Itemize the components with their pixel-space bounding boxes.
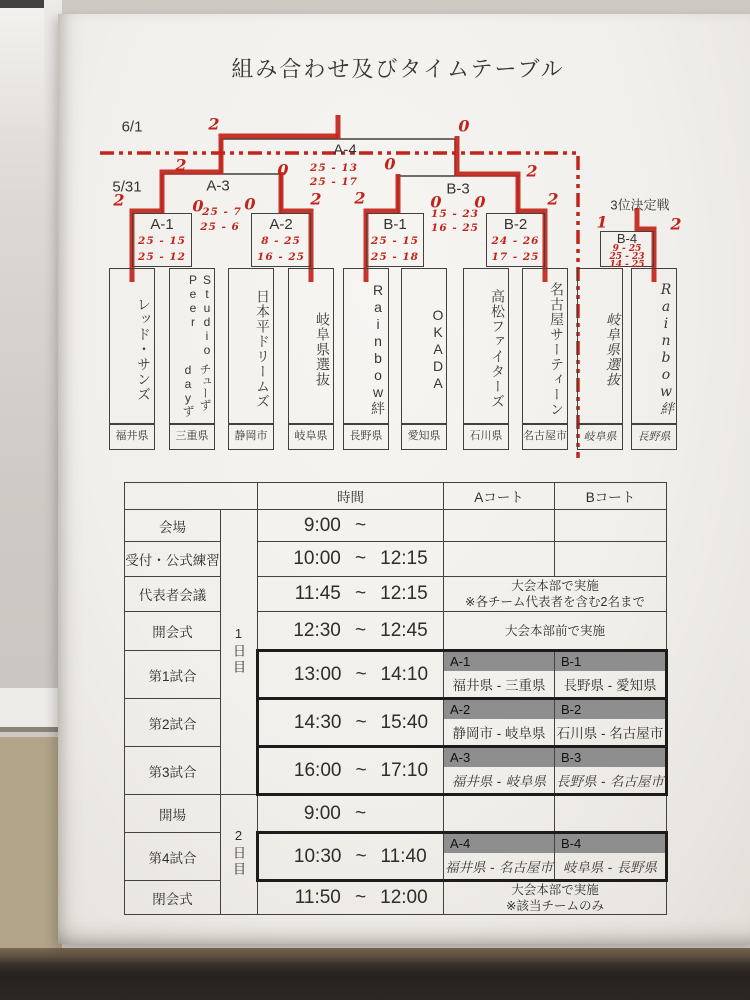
match-b4-box — [600, 231, 654, 270]
prefecture-label: 石川県 — [463, 424, 509, 450]
match-id-badge: B-2 — [555, 700, 665, 719]
match-a1-label: A-1 — [150, 216, 174, 233]
time-tilde: ~ — [354, 619, 367, 641]
team-box-red-suns — [109, 268, 155, 424]
match-b3-set2: 16 - 25 — [431, 222, 479, 234]
match-a1-set1: 25 - 15 — [138, 235, 186, 247]
match-pairing: 静岡市 - 岐阜県 — [452, 726, 546, 741]
match-b2-set2: 17 - 25 — [491, 251, 540, 263]
time-start: 13:00 — [293, 663, 342, 685]
court-b-empty — [555, 795, 667, 833]
court-b-empty — [555, 542, 667, 577]
time-end: 17:10 — [380, 759, 429, 781]
match-a3-set2: 25 - 6 — [200, 221, 240, 233]
team-box-studio-peer — [169, 268, 215, 424]
table-row-reception — [125, 542, 667, 577]
time-range — [259, 846, 443, 868]
table-row-match1 — [125, 651, 667, 699]
row-label: 開場 — [125, 795, 221, 833]
match-b4-label: B-4 — [616, 231, 638, 246]
team-name-line2: チューずdayず — [181, 363, 212, 418]
third-place-title: 3位決定戦 — [610, 197, 670, 213]
time-start: 12:30 — [293, 619, 341, 641]
match-a1-set2: 25 - 12 — [138, 251, 186, 263]
team-box-rainbow-kizuna — [343, 268, 389, 424]
court-b-match-cell — [555, 747, 667, 795]
row-label: 第4試合 — [125, 833, 221, 881]
team-box-gifu-senbatsu-3rd — [577, 268, 623, 424]
match-a2-box — [251, 213, 311, 267]
match-a2-score-right: 2 — [310, 189, 322, 209]
match-a3-label: A-3 — [206, 177, 230, 195]
note-cell — [444, 612, 667, 651]
match-b4-score-left: 1 — [596, 212, 608, 232]
row-label: 開会式 — [125, 612, 221, 651]
match-pairing: 福井県 - 三重県 — [452, 678, 546, 693]
match-b1-score-right: 0 — [430, 192, 442, 212]
court-b-empty — [555, 510, 667, 542]
match-a4-set2: 25 - 17 — [310, 176, 358, 188]
match-id-badge: A-2 — [444, 700, 554, 719]
match-id-badge: A-3 — [444, 748, 554, 767]
poster-title: 組み合わせ及びタイムテーブル — [231, 56, 565, 82]
court-b-match-cell — [555, 651, 667, 699]
match-pairing: 長野県 - 愛知県 — [563, 678, 657, 693]
prefecture-label: 長野県 — [343, 424, 389, 450]
match-pairing-handwritten: 福井県 - 名古屋市 — [445, 860, 553, 876]
prefecture-label-handwritten: 長野県 — [631, 424, 677, 450]
time-end: 11:40 — [380, 845, 427, 867]
wall-lower — [0, 737, 62, 949]
prefecture-label: 静岡市 — [228, 424, 274, 450]
match-pairing-handwritten: 岐阜県 - 長野県 — [562, 860, 658, 876]
team-box-takamatsu-fighters — [463, 268, 509, 424]
table-row-match3 — [125, 747, 667, 795]
match-a2-score-left: 0 — [244, 194, 256, 214]
time-range — [259, 760, 443, 782]
note-line1: 大会本部で実施 — [511, 579, 599, 593]
match-b2-score-right: 2 — [547, 189, 559, 209]
match-b3-score-left: 0 — [384, 154, 396, 174]
time-range — [258, 887, 443, 909]
match-a4-score-left: 2 — [208, 114, 220, 134]
court-b-match-cell — [555, 699, 667, 747]
time-start: 9:00 — [303, 802, 341, 824]
team-name: OKADA — [430, 306, 446, 392]
court-a-empty — [444, 542, 555, 577]
match-a1-box — [132, 213, 192, 267]
match-a2-label: A-2 — [269, 216, 293, 233]
note-line2: ※各チーム代表者を含む2名まで — [465, 595, 645, 609]
match-a3-set1: 25 - 7 — [202, 206, 242, 218]
note-cell — [444, 577, 667, 612]
day2-cell — [221, 795, 258, 915]
team-name: レッド・サンズ — [136, 296, 152, 402]
time-range — [258, 583, 443, 605]
time-end: 14:10 — [380, 663, 429, 685]
match-b3-set1: 15 - 23 — [431, 208, 479, 220]
match-b1-box — [366, 213, 424, 267]
row-label: 閉会式 — [125, 881, 221, 915]
team-name-handwritten: Rainbow絆 — [658, 282, 674, 416]
time-start: 11:45 — [294, 583, 341, 604]
time-tilde: ~ — [355, 663, 367, 685]
header-court-b: Bコート — [555, 483, 667, 510]
prefecture-label-handwritten: 岐阜県 — [577, 424, 623, 450]
day2-label: 2日目 — [231, 828, 246, 878]
match-b2-score-left: 0 — [474, 192, 486, 212]
timetable — [124, 482, 668, 915]
match-a2-set2: 16 - 25 — [257, 251, 305, 263]
note-line1: 大会本部前で実施 — [504, 623, 605, 638]
team-name: Rainbow絆 — [370, 282, 386, 416]
time-end: 12:00 — [380, 887, 428, 908]
team-box-rainbow-kizuna-3rd — [631, 268, 677, 424]
time-range — [259, 664, 443, 686]
court-a-match-cell — [444, 699, 555, 747]
match-b3-label: B-3 — [446, 180, 470, 198]
match-b1-set1: 25 - 15 — [371, 235, 419, 247]
match-b1-set2: 25 - 18 — [371, 251, 419, 263]
match-pairing-handwritten: 福井県 - 岐阜県 — [451, 774, 547, 790]
match-b3-score-right: 2 — [526, 161, 538, 181]
team-box-nihondaira-dreams — [228, 268, 274, 424]
court-a-empty — [444, 795, 555, 833]
match-pairing: 石川県 - 名古屋市 — [556, 726, 664, 741]
day1-date: 5/31 — [112, 178, 142, 196]
row-label: 代表者会議 — [125, 577, 221, 612]
time-end: 15:40 — [380, 711, 429, 733]
match-b4-set1: 9 - 25 — [612, 244, 642, 254]
table-row-closing-ceremony — [125, 881, 667, 915]
match-b1-label: B-1 — [383, 216, 407, 233]
match-id-badge: B-3 — [555, 748, 665, 767]
time-end: 12:15 — [380, 583, 428, 604]
time-tilde: ~ — [354, 802, 367, 824]
row-label: 第2試合 — [125, 699, 221, 747]
match-a4-score-right: 0 — [458, 116, 470, 136]
time-start: 10:00 — [293, 548, 341, 569]
time-tilde: ~ — [354, 514, 367, 536]
table-row-opening-ceremony — [125, 612, 667, 651]
final-date: 6/1 — [121, 118, 143, 136]
match-id-badge: B-4 — [555, 834, 665, 853]
shelf-ledge — [0, 948, 750, 1000]
team-name: 日本平ドリームズ — [255, 289, 271, 409]
header-empty-cell — [125, 483, 258, 510]
time-start: 11:50 — [294, 887, 341, 908]
team-box-okada — [401, 268, 447, 424]
time-range — [258, 548, 443, 570]
team-name-line1: Studio Peer — [186, 273, 214, 357]
team-name: 高松ファイターズ — [490, 289, 506, 409]
match-b4-score-right: 2 — [670, 214, 682, 234]
time-start: 9:00 — [303, 514, 341, 536]
table-row-match2 — [125, 699, 667, 747]
team-name: 名古屋サーティーン — [549, 281, 565, 417]
match-a3-score-left: 2 — [175, 155, 187, 175]
prefecture-label: 名古屋市 — [522, 424, 568, 450]
match-id-badge: A-4 — [444, 834, 554, 853]
row-label: 第3試合 — [125, 747, 221, 795]
court-a-match-cell — [444, 651, 555, 699]
match-id-badge: B-1 — [555, 652, 665, 671]
match-a4-label: A-4 — [333, 141, 357, 159]
match-b1-score-left: 2 — [354, 188, 366, 208]
time-tilde: ~ — [355, 845, 367, 867]
prefecture-label: 三重県 — [169, 424, 215, 450]
time-range — [259, 712, 443, 734]
table-row-doors-open — [125, 795, 667, 833]
prefecture-label: 岐阜県 — [288, 424, 334, 450]
time-tilde: ~ — [354, 583, 367, 604]
time-start: 10:30 — [293, 845, 342, 867]
row-label: 受付・公式練習 — [125, 542, 221, 577]
header-court-a: Aコート — [444, 483, 555, 510]
match-b4-set2: 25 - 23 — [609, 252, 645, 262]
match-b2-label: B-2 — [503, 216, 528, 233]
table-row-venue — [125, 510, 667, 542]
time-tilde: ~ — [354, 887, 367, 908]
time-start: 16:00 — [293, 759, 342, 781]
court-a-match-cell — [444, 833, 555, 881]
match-b4-set3: 14 - 25 — [609, 260, 645, 270]
team-name-handwritten: 岐阜県選抜 — [604, 311, 620, 387]
note-cell — [444, 881, 667, 915]
time-range — [258, 620, 443, 642]
match-a1-score-right: 0 — [192, 196, 204, 216]
match-a2-set1: 8 - 25 — [261, 235, 301, 247]
time-tilde: ~ — [354, 548, 367, 569]
match-a4-set1: 25 - 13 — [310, 162, 358, 174]
time-start: 14:30 — [293, 711, 342, 733]
match-a3-score-right: 0 — [277, 160, 289, 180]
row-label: 第1試合 — [125, 651, 221, 699]
team-name: 岐阜県選抜 — [315, 311, 331, 387]
table-row-match4 — [125, 833, 667, 881]
match-b2-box — [486, 213, 545, 267]
time-tilde: ~ — [355, 711, 367, 733]
day1-cell — [221, 510, 258, 795]
prefecture-label: 愛知県 — [401, 424, 447, 450]
prefecture-label: 福井県 — [109, 424, 155, 450]
match-b2-set1: 24 - 26 — [491, 235, 540, 247]
court-a-empty — [444, 510, 555, 542]
match-a1-score-left: 2 — [113, 190, 125, 210]
team-box-nagoya-thirteen — [522, 268, 568, 424]
court-b-match-cell — [555, 833, 667, 881]
match-pairing-handwritten: 長野県 - 名古屋市 — [556, 774, 664, 790]
time-end: 12:15 — [380, 548, 428, 569]
time-end: 12:45 — [380, 619, 428, 641]
row-label: 会場 — [125, 510, 221, 542]
court-a-match-cell — [444, 747, 555, 795]
time-tilde: ~ — [355, 759, 367, 781]
wall-sill — [0, 688, 62, 732]
team-box-gifu-senbatsu — [288, 268, 334, 424]
match-id-badge: A-1 — [444, 652, 554, 671]
header-time: 時間 — [258, 483, 444, 510]
note-line1: 大会本部で実施 — [511, 883, 599, 897]
table-header-row — [125, 483, 667, 510]
note-line2: ※該当チームのみ — [506, 899, 604, 913]
day1-label: 1日目 — [231, 625, 246, 676]
time-range — [258, 515, 443, 537]
time-range — [258, 803, 443, 825]
table-row-reps-meeting — [125, 577, 667, 612]
